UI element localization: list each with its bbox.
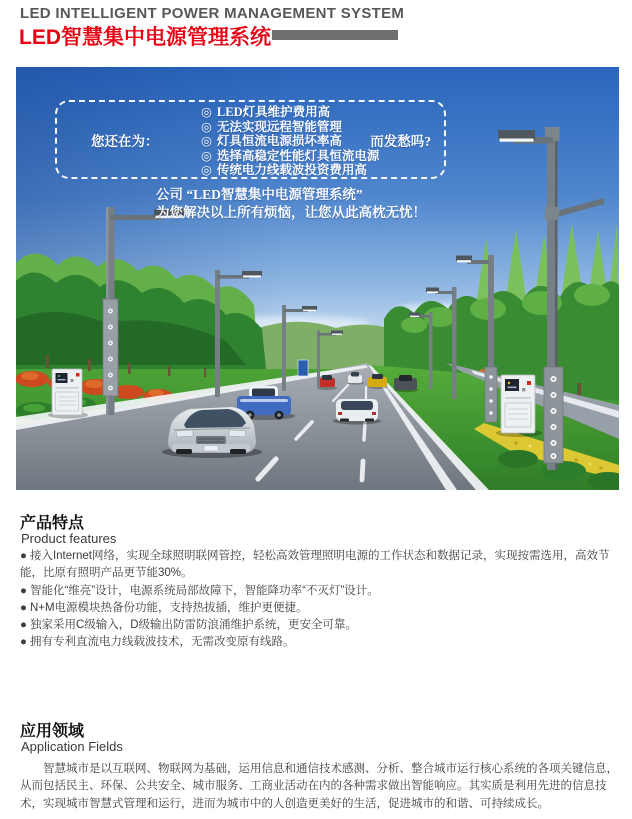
page-title-chinese: LED智慧集中电源管理系统 xyxy=(19,26,271,49)
circle-bullet-icon: ◎ xyxy=(201,119,212,134)
power-cabinet-right xyxy=(496,375,542,437)
slogan-line-1: 公司 “LED智慧集中电源管理系统” xyxy=(156,187,363,202)
features-heading-cn: 产品特点 xyxy=(20,515,85,532)
white-car xyxy=(333,399,381,425)
dot-bullet-icon: ● xyxy=(20,619,27,632)
application-paragraph: 智慧城市是以互联网、物联网为基础，运用信息和通信技术感测、分析、整合城市运行核心系统的各项关键信息，从而包括民主、环保、公共安全、城市服务、工商业活动在内的各种需求做出智能响应。其实质是利用先进的信息技术，实现城市智慧式管理和运行，进而为城市中的人创造更美好的生活，促进城市的和谐、可持续成长。 xyxy=(20,763,618,810)
pole-banner xyxy=(103,299,118,396)
application-heading-cn: 应用领域 xyxy=(20,723,85,740)
worry-item: ◎ LED灯具维护费用高 xyxy=(201,105,331,119)
worry-item: ◎ 灯具恒流电源损坏率高 xyxy=(201,134,342,149)
worry-list xyxy=(201,105,379,178)
circle-bullet-icon: ◎ xyxy=(201,134,212,149)
feature-item: ● 智能化“维亮”设计，电源系统局部故障下，智能降功率“不灭灯”设计。 xyxy=(20,584,379,597)
power-cabinet-left xyxy=(48,369,88,419)
dot-bullet-icon: ● xyxy=(20,601,27,614)
distant-trees xyxy=(256,322,398,369)
feature-item: ● 独家采用C级输入，D级输出防雷防浪涌维护系统，更安全可靠。 xyxy=(20,619,358,632)
circle-bullet-icon: ◎ xyxy=(201,148,212,163)
roadside-sign xyxy=(298,360,308,376)
worry-suffix: 而发愁吗? xyxy=(370,133,431,149)
worry-item: ◎ 选择高稳定性能灯具恒流电源 xyxy=(201,148,380,163)
worry-prefix: 您还在为： xyxy=(91,133,159,149)
application-heading-en: Application Fields xyxy=(21,739,123,754)
slogan-line-2: 为您解决以上所有烦恼，让您从此高枕无忧！ xyxy=(156,205,426,220)
dot-bullet-icon: ● xyxy=(20,550,27,562)
worry-item: ◎ 无法实现远程智能管理 xyxy=(201,119,342,134)
worry-item: ◎ 传统电力线载波投资费用高 xyxy=(201,163,367,178)
circle-bullet-icon: ◎ xyxy=(201,105,212,119)
hero-slogan xyxy=(156,186,426,222)
page-title-english: LED INTELLIGENT POWER MANAGEMENT SYSTEM xyxy=(20,5,405,22)
title-accent-bar xyxy=(272,30,398,40)
dot-bullet-icon: ● xyxy=(20,584,27,597)
dot-bullet-icon: ● xyxy=(20,636,27,649)
street-scene-image xyxy=(16,67,619,490)
feature-item: ● 接入Internet网络，实现全球照明联网管控，轻松高效管理照明电源的工作状态和数据记录，实现按需选用，高效节能，比原有照明产品更节能30%。 xyxy=(20,550,610,580)
worry-callout-box xyxy=(55,100,446,179)
feature-item: ● 拥有专利直流电力线载波技术，无需改变原有线路。 xyxy=(20,636,295,649)
features-list xyxy=(20,548,621,652)
circle-bullet-icon: ◎ xyxy=(201,163,212,178)
feature-item: ● N+M电源模块热备份功能，支持热拔插，维护更便捷。 xyxy=(20,601,308,614)
features-heading-en: Product features xyxy=(21,531,117,546)
